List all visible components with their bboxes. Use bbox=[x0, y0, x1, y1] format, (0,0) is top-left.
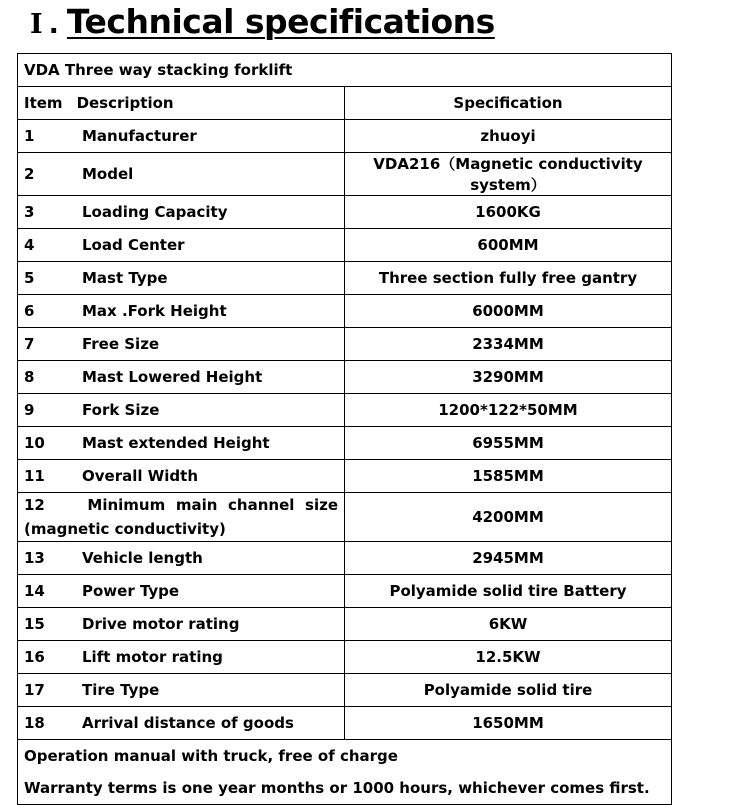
row-number: 14 bbox=[24, 582, 45, 600]
row-description: Mast Lowered Height bbox=[82, 368, 263, 386]
row-specification: 12.5KW bbox=[345, 641, 672, 674]
row-description: Power Type bbox=[82, 582, 180, 600]
row-number: 15 bbox=[24, 615, 45, 633]
table-row bbox=[18, 394, 672, 427]
footer-note-manual: Operation manual with truck, free of charge bbox=[18, 740, 672, 773]
spec-table bbox=[17, 53, 672, 805]
table-row bbox=[18, 328, 672, 361]
row-number: 9 bbox=[24, 401, 35, 419]
table-row bbox=[18, 493, 672, 542]
row-description: Model bbox=[82, 165, 134, 183]
table-row bbox=[18, 427, 672, 460]
table-row bbox=[18, 120, 672, 153]
row-description: Mast extended Height bbox=[82, 434, 270, 452]
header-description: Description bbox=[76, 94, 174, 112]
row-number: 5 bbox=[24, 269, 35, 287]
table-title: VDA Three way stacking forklift bbox=[18, 54, 672, 87]
header-specification: Specification bbox=[345, 87, 672, 120]
row-description: Fork Size bbox=[82, 401, 160, 419]
table-header-row bbox=[18, 87, 672, 120]
row-description: Tire Type bbox=[82, 681, 160, 699]
row-description: Drive motor rating bbox=[82, 615, 240, 633]
row-specification: 6000MM bbox=[345, 295, 672, 328]
row-specification: 6KW bbox=[345, 608, 672, 641]
page-title: Technical specifications bbox=[66, 2, 495, 41]
row-description: Load Center bbox=[82, 236, 185, 254]
row-number: 13 bbox=[24, 549, 45, 567]
row-description: Loading Capacity bbox=[82, 203, 228, 221]
row-specification: 2945MM bbox=[345, 542, 672, 575]
table-row bbox=[18, 196, 672, 229]
row-specification: 1600KG bbox=[345, 196, 672, 229]
header-left-cell bbox=[18, 87, 345, 120]
row-specification: 3290MM bbox=[345, 361, 672, 394]
row-description: Manufacturer bbox=[82, 127, 197, 145]
row-description: Free Size bbox=[82, 335, 160, 353]
row-number: 6 bbox=[24, 302, 35, 320]
row-description: Vehicle length bbox=[82, 549, 203, 567]
table-row bbox=[18, 153, 672, 196]
footer-row bbox=[18, 772, 672, 805]
row-specification: 1585MM bbox=[345, 460, 672, 493]
row-specification: 4200MM bbox=[345, 493, 672, 542]
row-number: 2 bbox=[24, 165, 35, 183]
row-number: 16 bbox=[24, 648, 45, 666]
row-specification: 2334MM bbox=[345, 328, 672, 361]
table-title-row bbox=[18, 54, 672, 87]
row-description: Mast Type bbox=[82, 269, 168, 287]
table-row bbox=[18, 361, 672, 394]
row-description: Max .Fork Height bbox=[82, 302, 227, 320]
table-row bbox=[18, 295, 672, 328]
row-specification: 600MM bbox=[345, 229, 672, 262]
row-description-wrapped bbox=[18, 493, 344, 541]
table-row bbox=[18, 575, 672, 608]
row-number: 4 bbox=[24, 236, 35, 254]
row-number: 10 bbox=[24, 434, 45, 452]
row-specification: 6955MM bbox=[345, 427, 672, 460]
table-row bbox=[18, 674, 672, 707]
row-description: Overall Width bbox=[82, 467, 199, 485]
row-number: 7 bbox=[24, 335, 35, 353]
table-row bbox=[18, 608, 672, 641]
row-number: 8 bbox=[24, 368, 35, 386]
row-description: Arrival distance of goods bbox=[82, 714, 294, 732]
row-specification: 1200*122*50MM bbox=[345, 394, 672, 427]
row-specification: Three section fully free gantry bbox=[345, 262, 672, 295]
row-number: 11 bbox=[24, 467, 45, 485]
row-specification: zhuoyi bbox=[345, 120, 672, 153]
footer-note-warranty: Warranty terms is one year months or 1000 hours, whichever comes first. bbox=[18, 772, 672, 805]
table-row bbox=[18, 542, 672, 575]
row-number: 17 bbox=[24, 681, 45, 699]
row-number: 18 bbox=[24, 714, 45, 732]
section-numeral: I bbox=[30, 9, 43, 40]
row-specification: Polyamide solid tire Battery bbox=[345, 575, 672, 608]
table-row bbox=[18, 229, 672, 262]
row-number: 12 bbox=[24, 496, 45, 514]
header-item: Item bbox=[24, 94, 63, 112]
footer-row bbox=[18, 740, 672, 773]
section-dot: . bbox=[48, 9, 59, 40]
row-description: Lift motor rating bbox=[82, 648, 223, 666]
row-number: 1 bbox=[24, 127, 35, 145]
row-specification: VDA216（Magnetic conductivity system） bbox=[345, 153, 672, 196]
row-description-line1: Minimum main channel size bbox=[87, 496, 339, 514]
row-description-line2: (magnetic conductivity) bbox=[24, 520, 226, 538]
table-row bbox=[18, 707, 672, 740]
table-row bbox=[18, 641, 672, 674]
table-row bbox=[18, 460, 672, 493]
page-heading bbox=[30, 2, 495, 46]
row-number: 3 bbox=[24, 203, 35, 221]
table-row bbox=[18, 262, 672, 295]
row-specification: Polyamide solid tire bbox=[345, 674, 672, 707]
row-specification: 1650MM bbox=[345, 707, 672, 740]
